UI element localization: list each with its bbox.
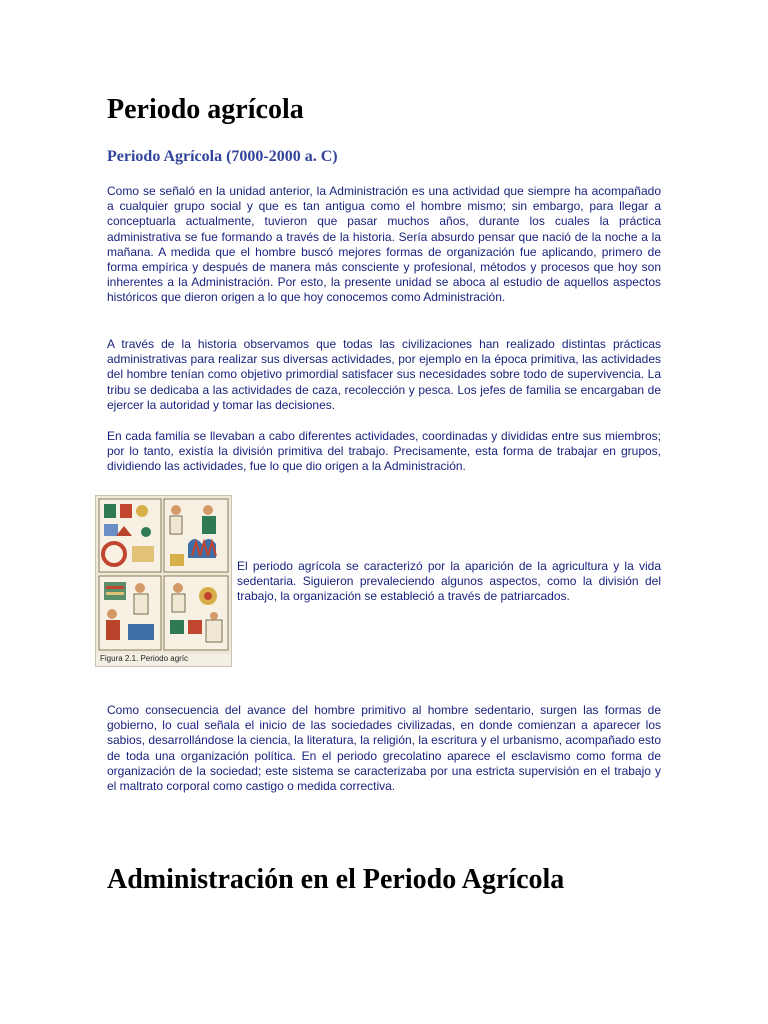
figure-caption: Figura 2.1. Periodo agríc [100, 654, 189, 663]
page-title: Periodo agrícola [107, 94, 304, 125]
paragraph-intro: Como se señaló en la unidad anterior, la Administración es una actividad que siempre ha acompañado a cualquier grupo social y que es tan antigua como el hombre mismo; sin embargo, para llegar a conceptuarla actualmente, tuvieron que pasar muchos años, durante los cuales la práctica administrativa se fue formando a través de la historia. Sería absurdo pensar que nació de la noche a la mañana. A medida que el hombre buscó mejores formas de organización fue aplicando, primero de forma empírica y después de manera más consciente y profesional, métodos y procesos que hoy son inherentes a la Administración. Por esto, la presente unidad se aboca al estudio de aquellos aspectos históricos que dieron origen a lo que hoy conocemos como Administración. [107, 184, 661, 305]
codex-illustration [96, 496, 231, 666]
section-subtitle: Periodo Agrícola (7000-2000 a. C) [107, 148, 338, 165]
codex-image [96, 496, 231, 654]
figure-side-text: El periodo agrícola se caracterizó por la aparición de la agricultura y la vida sedentaria. Siguieron prevaleciendo algunos aspectos, como la división del trabajo, la organización se estableció a través de patriarcados. [237, 559, 661, 604]
paragraph-family: En cada familia se llevaban a cabo diferentes actividades, coordinadas y divididas entre sus miembros; por lo tanto, existía la división primitiva del trabajo. Precisamente, esta forma de trabajar en grupos, dividiendo las actividades, fue lo que dio origen a la Administración. [107, 429, 661, 474]
paragraph-history: A través de la historia observamos que todas las civilizaciones han realizado distintas prácticas administrativas para realizar sus diversas actividades, por ejemplo en la época primitiva, las actividades del hombre tenían como objetivo primordial satisfacer sus necesidades sobre todo de supervivencia. La tribu se dedicaba a las actividades de caza, recolección y pesca. Los jefes de familia se encargaban de ejercer la autoridad y tomar las decisiones. [107, 337, 661, 412]
paragraph-sedentary: Como consecuencia del avance del hombre primitivo al hombre sedentario, surgen las formas de gobierno, lo cual señala el inicio de las sociedades civilizadas, en donde comienzan a aparecer los sabios, desarrollándose la ciencia, la literatura, la religión, la escritura y el urbanismo, acompañado esto de toda una organización política. En el periodo grecolatino aparece el esclavismo como forma de organización de la sociedad; este sistema se caracterizaba por una estricta supervisión en el trabajo y el maltrato corporal como castigo o medida correctiva. [107, 703, 661, 794]
section-heading: Administración en el Periodo Agrícola [107, 864, 565, 895]
